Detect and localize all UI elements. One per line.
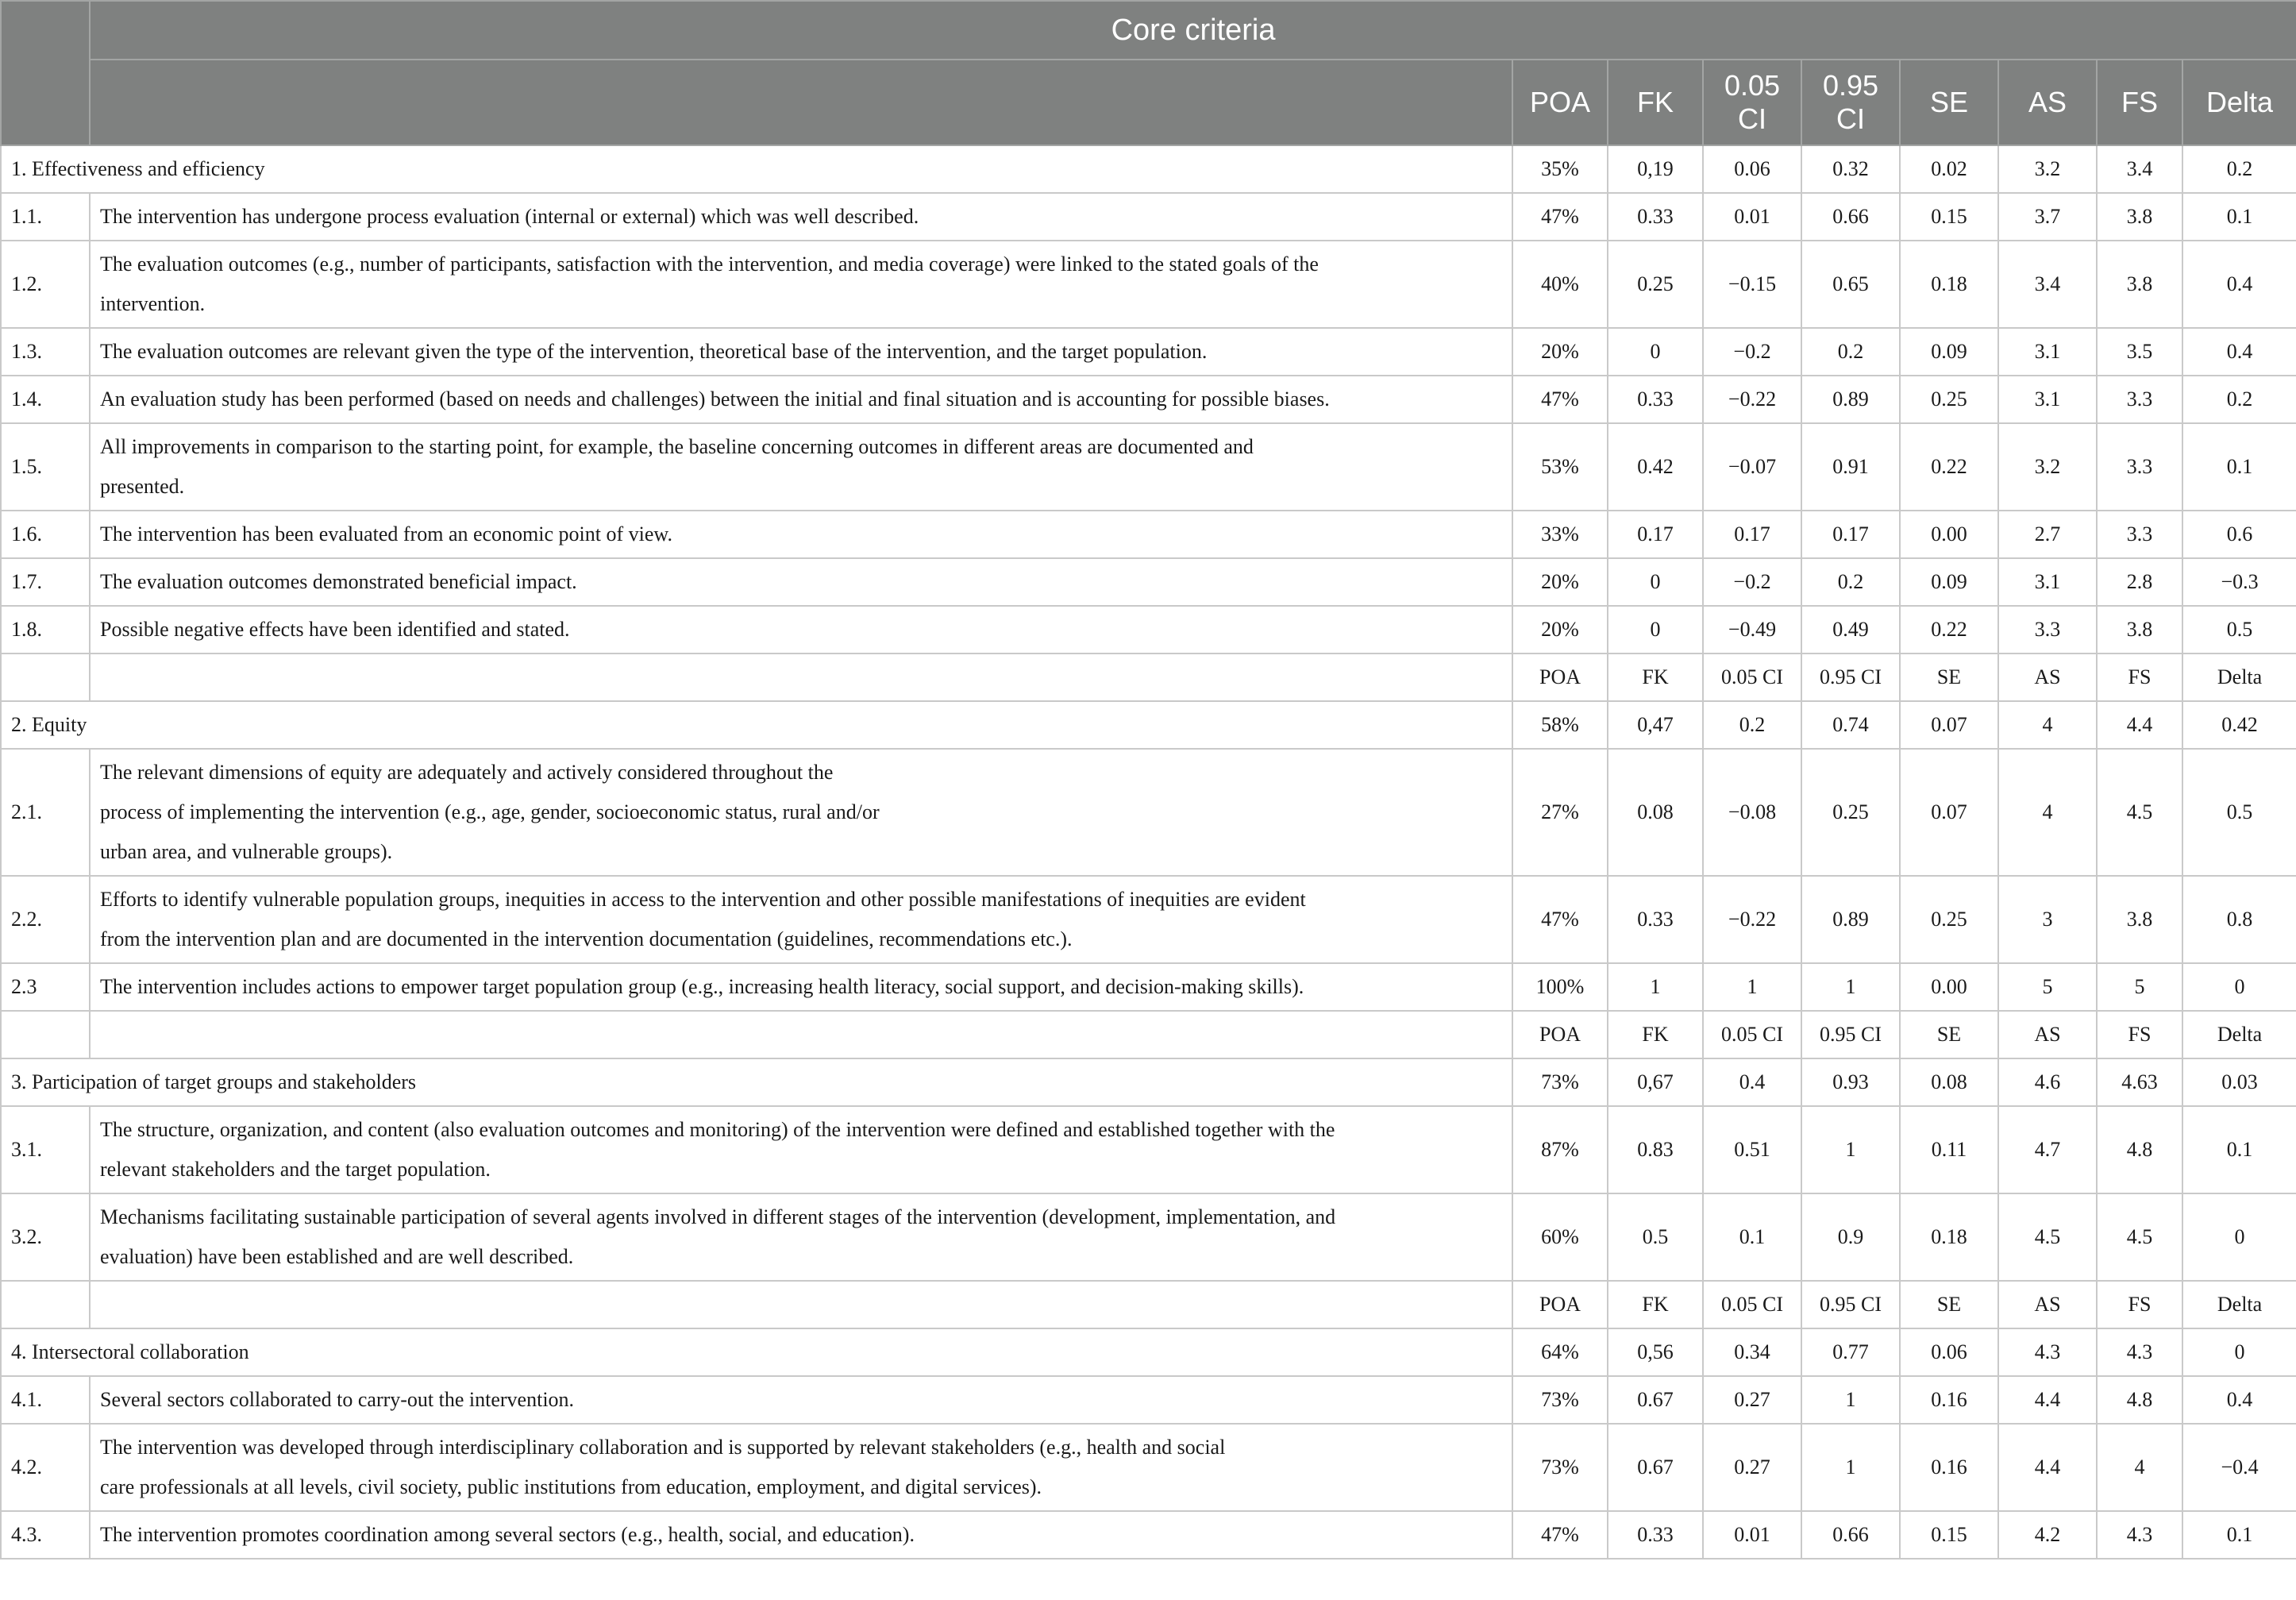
value-cell: 3.4 xyxy=(2097,145,2182,193)
criterion-text xyxy=(90,1193,1512,1281)
value-cell: 0.15 xyxy=(1900,1511,1998,1559)
value-cell: 0.17 xyxy=(1703,511,1801,558)
subheader-cell: FK xyxy=(1608,653,1703,701)
value-cell: 0.06 xyxy=(1703,145,1801,193)
value-cell: 0.5 xyxy=(2182,749,2296,876)
empty-cell xyxy=(90,653,1512,701)
subheader-cell: SE xyxy=(1900,1011,1998,1058)
value-cell: −0.08 xyxy=(1703,749,1801,876)
value-cell: 3.2 xyxy=(1998,423,2097,511)
column-header-text: SE xyxy=(1929,86,1969,118)
value-cell: 0,67 xyxy=(1608,1058,1703,1106)
section-label: 3. Participation of target groups and stakeholders xyxy=(1,1058,1512,1106)
criterion-id: 2.3 xyxy=(1,963,90,1011)
value-cell: 33% xyxy=(1512,511,1608,558)
value-cell: −0.22 xyxy=(1703,876,1801,963)
value-cell: 73% xyxy=(1512,1376,1608,1424)
value-cell: 0.65 xyxy=(1801,241,1900,328)
table-header xyxy=(1,1,2296,145)
table-row xyxy=(1,749,2296,876)
value-cell: 1 xyxy=(1703,963,1801,1011)
value-cell: 0 xyxy=(1608,606,1703,653)
criterion-id: 1.6. xyxy=(1,511,90,558)
subheader-cell: AS xyxy=(1998,1011,2097,1058)
criterion-text xyxy=(90,1424,1512,1511)
value-cell: 0 xyxy=(2182,963,2296,1011)
value-cell: 4 xyxy=(2097,1424,2182,1511)
value-cell: 0.25 xyxy=(1801,749,1900,876)
value-cell: 0.66 xyxy=(1801,1511,1900,1559)
value-cell: 0.4 xyxy=(2182,328,2296,376)
section-row xyxy=(1,701,2296,749)
value-cell: 1 xyxy=(1801,963,1900,1011)
section-label: 1. Effectiveness and efficiency xyxy=(1,145,1512,193)
value-cell: 73% xyxy=(1512,1058,1608,1106)
table-row xyxy=(1,558,2296,606)
value-cell: 3.8 xyxy=(2097,193,2182,241)
criterion-text-line: evaluation) have been established and are well described. xyxy=(100,1245,574,1268)
value-cell: 4 xyxy=(1998,701,2097,749)
subheader-cell: POA xyxy=(1512,1011,1608,1058)
criterion-text-line: Mechanisms facilitating sustainable participation of several agents involved in different stages of the intervention (development, implementation, and xyxy=(100,1205,1336,1228)
subheader-cell: 0.05 CI xyxy=(1703,653,1801,701)
value-cell: 0.06 xyxy=(1900,1328,1998,1376)
table-row xyxy=(1,963,2296,1011)
section-label: 2. Equity xyxy=(1,701,1512,749)
subheader-row xyxy=(1,653,2296,701)
value-cell: 0.08 xyxy=(1608,749,1703,876)
value-cell: 4.3 xyxy=(2097,1328,2182,1376)
value-cell: 0.22 xyxy=(1900,606,1998,653)
value-cell: 0.91 xyxy=(1801,423,1900,511)
criterion-text xyxy=(90,1511,1512,1559)
value-cell: 0.03 xyxy=(2182,1058,2296,1106)
value-cell: 0.2 xyxy=(1801,328,1900,376)
empty-cell xyxy=(1,653,90,701)
value-cell: 4.5 xyxy=(1998,1193,2097,1281)
value-cell: −0.4 xyxy=(2182,1424,2296,1511)
criterion-id: 4.2. xyxy=(1,1424,90,1511)
criterion-text xyxy=(90,749,1512,876)
subheader-cell: AS xyxy=(1998,1281,2097,1328)
value-cell: 4.4 xyxy=(1998,1376,2097,1424)
criterion-id: 1.1. xyxy=(1,193,90,241)
value-cell: 3.1 xyxy=(1998,328,2097,376)
value-cell: 0.27 xyxy=(1703,1424,1801,1511)
empty-cell xyxy=(90,1011,1512,1058)
criterion-text-line: The evaluation outcomes are relevant given the type of the intervention, theoretical base of the intervention, and the target population. xyxy=(100,340,1208,363)
value-cell: 0.4 xyxy=(2182,1376,2296,1424)
table-row xyxy=(1,193,2296,241)
column-header xyxy=(1512,60,1608,145)
subheader-cell: SE xyxy=(1900,1281,1998,1328)
value-cell: 3.1 xyxy=(1998,558,2097,606)
section-row xyxy=(1,1058,2296,1106)
value-cell: 3.5 xyxy=(2097,328,2182,376)
subheader-cell: Delta xyxy=(2182,1281,2296,1328)
criterion-text-line: Possible negative effects have been identified and stated. xyxy=(100,618,570,641)
value-cell: 0.25 xyxy=(1900,376,1998,423)
criterion-text-line: All improvements in comparison to the starting point, for example, the baseline concerning outcomes in different areas are documented and xyxy=(100,435,1254,458)
value-cell: 2.8 xyxy=(2097,558,2182,606)
subheader-cell: Delta xyxy=(2182,653,2296,701)
value-cell: 3.1 xyxy=(1998,376,2097,423)
subheader-cell: FS xyxy=(2097,1011,2182,1058)
value-cell: 3.2 xyxy=(1998,145,2097,193)
subheader-row xyxy=(1,1011,2296,1058)
value-cell: 0.1 xyxy=(2182,1106,2296,1193)
value-cell: 47% xyxy=(1512,376,1608,423)
subheader-cell: AS xyxy=(1998,653,2097,701)
column-header-text: 0.05 xyxy=(1724,69,1781,102)
criterion-id: 1.7. xyxy=(1,558,90,606)
value-cell: 47% xyxy=(1512,876,1608,963)
value-cell: 0.74 xyxy=(1801,701,1900,749)
value-cell: 3.3 xyxy=(2097,423,2182,511)
value-cell: 0.02 xyxy=(1900,145,1998,193)
value-cell: 73% xyxy=(1512,1424,1608,1511)
value-cell: 0.18 xyxy=(1900,1193,1998,1281)
value-cell: 0.07 xyxy=(1900,749,1998,876)
value-cell: 0,19 xyxy=(1608,145,1703,193)
value-cell: 4.3 xyxy=(2097,1511,2182,1559)
column-header-row xyxy=(1,60,2296,145)
value-cell: 3 xyxy=(1998,876,2097,963)
value-cell: 3.4 xyxy=(1998,241,2097,328)
column-header-text: CI xyxy=(1738,102,1766,135)
value-cell: 0.00 xyxy=(1900,511,1998,558)
value-cell: 0.1 xyxy=(2182,1511,2296,1559)
column-header xyxy=(1703,60,1801,145)
column-header-text: Delta xyxy=(2206,86,2274,118)
subheader-cell: 0.95 CI xyxy=(1801,1011,1900,1058)
subheader-cell: SE xyxy=(1900,653,1998,701)
criterion-text xyxy=(90,606,1512,653)
value-cell: 3.7 xyxy=(1998,193,2097,241)
criterion-text-line: The intervention includes actions to empower target population group (e.g., increasing health literacy, social support, and decision-making skills). xyxy=(100,975,1304,998)
value-cell: 87% xyxy=(1512,1106,1608,1193)
value-cell: 0.42 xyxy=(2182,701,2296,749)
section-row xyxy=(1,1328,2296,1376)
criterion-text-line: The evaluation outcomes (e.g., number of participants, satisfaction with the intervention, and media coverage) were linked to the stated goals of the xyxy=(100,253,1319,276)
value-cell: 5 xyxy=(1998,963,2097,1011)
value-cell: 4.7 xyxy=(1998,1106,2097,1193)
criterion-text-line: Several sectors collaborated to carry-out the intervention. xyxy=(100,1388,575,1411)
value-cell: 40% xyxy=(1512,241,1608,328)
criterion-text xyxy=(90,1376,1512,1424)
value-cell: 0 xyxy=(1608,328,1703,376)
subheader-cell: Delta xyxy=(2182,1011,2296,1058)
criterion-text-line: process of implementing the intervention (e.g., age, gender, socioeconomic status, rural and/or xyxy=(100,800,880,823)
subheader-cell: 0.95 CI xyxy=(1801,653,1900,701)
value-cell: −0.2 xyxy=(1703,328,1801,376)
value-cell: 0.32 xyxy=(1801,145,1900,193)
value-cell: 0.89 xyxy=(1801,876,1900,963)
value-cell: 0.1 xyxy=(2182,423,2296,511)
value-cell: 0 xyxy=(2182,1328,2296,1376)
value-cell: 60% xyxy=(1512,1193,1608,1281)
criterion-id: 3.1. xyxy=(1,1106,90,1193)
value-cell: 4.4 xyxy=(2097,701,2182,749)
header-criteria-cell xyxy=(90,60,1512,145)
criterion-text-line: The structure, organization, and content (also evaluation outcomes and monitoring) of the intervention were defined and established together with the xyxy=(100,1118,1335,1141)
value-cell: 0.42 xyxy=(1608,423,1703,511)
value-cell: 0.33 xyxy=(1608,376,1703,423)
value-cell: −0.22 xyxy=(1703,376,1801,423)
value-cell: 27% xyxy=(1512,749,1608,876)
value-cell: 0.67 xyxy=(1608,1424,1703,1511)
subheader-cell: FK xyxy=(1608,1011,1703,1058)
subheader-cell: 0.95 CI xyxy=(1801,1281,1900,1328)
value-cell: 4 xyxy=(1998,749,2097,876)
column-header-text: POA xyxy=(1529,86,1591,118)
value-cell: 0.2 xyxy=(2182,376,2296,423)
empty-cell xyxy=(1,1011,90,1058)
value-cell: 0.25 xyxy=(1900,876,1998,963)
value-cell: 58% xyxy=(1512,701,1608,749)
criterion-text-line: An evaluation study has been performed (based on needs and challenges) between the initial and final situation and is accounting for possible biases. xyxy=(100,387,1330,411)
criterion-text-line: The relevant dimensions of equity are adequately and actively considered throughout the xyxy=(100,761,834,784)
value-cell: 35% xyxy=(1512,145,1608,193)
value-cell: 0.17 xyxy=(1608,511,1703,558)
criterion-text xyxy=(90,193,1512,241)
subheader-cell: FS xyxy=(2097,653,2182,701)
value-cell: 0.22 xyxy=(1900,423,1998,511)
criterion-text xyxy=(90,328,1512,376)
value-cell: 0.17 xyxy=(1801,511,1900,558)
table-body xyxy=(1,145,2296,1559)
value-cell: 0.09 xyxy=(1900,558,1998,606)
value-cell: 1 xyxy=(1801,1424,1900,1511)
value-cell: 0.6 xyxy=(2182,511,2296,558)
value-cell: −0.15 xyxy=(1703,241,1801,328)
criterion-text-line: The intervention has undergone process evaluation (internal or external) which was well described. xyxy=(100,205,919,228)
criterion-text-line: presented. xyxy=(100,475,185,498)
table-row xyxy=(1,1424,2296,1511)
criterion-text-line: care professionals at all levels, civil society, public institutions from education, employment, and digital services). xyxy=(100,1475,1042,1498)
value-cell: 0.51 xyxy=(1703,1106,1801,1193)
value-cell: 0.77 xyxy=(1801,1328,1900,1376)
criterion-text xyxy=(90,241,1512,328)
criterion-id: 4.3. xyxy=(1,1511,90,1559)
value-cell: 3.8 xyxy=(2097,876,2182,963)
value-cell: 0.07 xyxy=(1900,701,1998,749)
criterion-text xyxy=(90,376,1512,423)
value-cell: 0.33 xyxy=(1608,193,1703,241)
column-header-text: AS xyxy=(2028,86,2067,118)
value-cell: 0,47 xyxy=(1608,701,1703,749)
value-cell: 0.27 xyxy=(1703,1376,1801,1424)
value-cell: 2.7 xyxy=(1998,511,2097,558)
value-cell: 1 xyxy=(1801,1106,1900,1193)
value-cell: 4.3 xyxy=(1998,1328,2097,1376)
value-cell: 0.16 xyxy=(1900,1424,1998,1511)
section-label: 4. Intersectoral collaboration xyxy=(1,1328,1512,1376)
value-cell: 1 xyxy=(1608,963,1703,1011)
criterion-text-line: relevant stakeholders and the target population. xyxy=(100,1158,491,1181)
value-cell: 3.8 xyxy=(2097,241,2182,328)
column-header xyxy=(2097,60,2182,145)
header-corner-cell xyxy=(1,1,90,145)
value-cell: 4.2 xyxy=(1998,1511,2097,1559)
value-cell: 0.18 xyxy=(1900,241,1998,328)
column-header-text: CI xyxy=(1836,102,1865,135)
value-cell: 20% xyxy=(1512,606,1608,653)
section-row xyxy=(1,145,2296,193)
value-cell: 3.8 xyxy=(2097,606,2182,653)
value-cell: 0.08 xyxy=(1900,1058,1998,1106)
value-cell: 4.8 xyxy=(2097,1376,2182,1424)
table-row xyxy=(1,376,2296,423)
criterion-id: 1.8. xyxy=(1,606,90,653)
criterion-text-line: intervention. xyxy=(100,292,206,315)
value-cell: 0.16 xyxy=(1900,1376,1998,1424)
table-row xyxy=(1,241,2296,328)
table-row xyxy=(1,1376,2296,1424)
value-cell: 0.11 xyxy=(1900,1106,1998,1193)
table-title: Core criteria xyxy=(90,1,2296,60)
column-header-text: 0.95 xyxy=(1822,69,1879,102)
value-cell: 4.5 xyxy=(2097,1193,2182,1281)
criterion-id: 1.3. xyxy=(1,328,90,376)
value-cell: 0.5 xyxy=(2182,606,2296,653)
criterion-id: 2.1. xyxy=(1,749,90,876)
table-row xyxy=(1,1106,2296,1193)
value-cell: 100% xyxy=(1512,963,1608,1011)
value-cell: 53% xyxy=(1512,423,1608,511)
subheader-cell: 0.05 CI xyxy=(1703,1281,1801,1328)
table-row xyxy=(1,876,2296,963)
value-cell: 0,56 xyxy=(1608,1328,1703,1376)
criterion-id: 4.1. xyxy=(1,1376,90,1424)
value-cell: 0.00 xyxy=(1900,963,1998,1011)
value-cell: 0.89 xyxy=(1801,376,1900,423)
value-cell: 0.09 xyxy=(1900,328,1998,376)
value-cell: 0.34 xyxy=(1703,1328,1801,1376)
value-cell: 5 xyxy=(2097,963,2182,1011)
criterion-text-line: The intervention was developed through interdisciplinary collaboration and is supported by relevant stakeholders (e.g., health and social xyxy=(100,1436,1226,1459)
subheader-cell: FK xyxy=(1608,1281,1703,1328)
value-cell: 20% xyxy=(1512,558,1608,606)
value-cell: −0.3 xyxy=(2182,558,2296,606)
value-cell: 0.83 xyxy=(1608,1106,1703,1193)
value-cell: 0.4 xyxy=(2182,241,2296,328)
value-cell: 0.15 xyxy=(1900,193,1998,241)
subheader-cell: FS xyxy=(2097,1281,2182,1328)
criterion-id: 3.2. xyxy=(1,1193,90,1281)
criterion-text-line: Efforts to identify vulnerable population groups, inequities in access to the intervention and other possible manifestations of inequities are evident xyxy=(100,888,1306,911)
criterion-id: 1.5. xyxy=(1,423,90,511)
value-cell: 3.3 xyxy=(2097,376,2182,423)
value-cell: 0.5 xyxy=(1608,1193,1703,1281)
criterion-id: 1.2. xyxy=(1,241,90,328)
table-row xyxy=(1,511,2296,558)
criterion-text-line: from the intervention plan and are documented in the intervention documentation (guidelines, recommendations etc.). xyxy=(100,927,1073,950)
subheader-cell: POA xyxy=(1512,1281,1608,1328)
value-cell: −0.49 xyxy=(1703,606,1801,653)
value-cell: 0.4 xyxy=(1703,1058,1801,1106)
criterion-text xyxy=(90,423,1512,511)
criterion-text-line: The evaluation outcomes demonstrated beneficial impact. xyxy=(100,570,577,593)
criterion-id: 2.2. xyxy=(1,876,90,963)
value-cell: 0.2 xyxy=(1801,558,1900,606)
value-cell: 3.3 xyxy=(2097,511,2182,558)
subheader-cell: POA xyxy=(1512,653,1608,701)
column-header xyxy=(1998,60,2097,145)
criterion-text-line: The intervention has been evaluated from an economic point of view. xyxy=(100,522,673,546)
value-cell: 4.63 xyxy=(2097,1058,2182,1106)
value-cell: 1 xyxy=(1801,1376,1900,1424)
value-cell: 0.1 xyxy=(1703,1193,1801,1281)
title-row xyxy=(1,1,2296,60)
value-cell: 0.01 xyxy=(1703,1511,1801,1559)
table-row xyxy=(1,1511,2296,1559)
value-cell: 0.2 xyxy=(1703,701,1801,749)
table-row xyxy=(1,328,2296,376)
value-cell: 0 xyxy=(1608,558,1703,606)
value-cell: 4.6 xyxy=(1998,1058,2097,1106)
value-cell: 0.9 xyxy=(1801,1193,1900,1281)
criterion-text xyxy=(90,1106,1512,1193)
value-cell: 0.01 xyxy=(1703,193,1801,241)
value-cell: 0.49 xyxy=(1801,606,1900,653)
empty-cell xyxy=(90,1281,1512,1328)
column-header xyxy=(1608,60,1703,145)
value-cell: 0.33 xyxy=(1608,1511,1703,1559)
column-header-text: FK xyxy=(1636,86,1674,118)
value-cell: 0.66 xyxy=(1801,193,1900,241)
value-cell: 47% xyxy=(1512,193,1608,241)
column-header xyxy=(1801,60,1900,145)
value-cell: 0.25 xyxy=(1608,241,1703,328)
column-header xyxy=(1900,60,1998,145)
value-cell: 4.5 xyxy=(2097,749,2182,876)
table-row xyxy=(1,606,2296,653)
subheader-cell: 0.05 CI xyxy=(1703,1011,1801,1058)
criterion-text xyxy=(90,876,1512,963)
column-header-text: FS xyxy=(2121,86,2158,118)
criterion-text-line: The intervention promotes coordination among several sectors (e.g., health, social, and education). xyxy=(100,1523,915,1546)
value-cell: −0.2 xyxy=(1703,558,1801,606)
value-cell: 47% xyxy=(1512,1511,1608,1559)
criterion-text-line: urban area, and vulnerable groups). xyxy=(100,840,393,863)
criterion-id: 1.4. xyxy=(1,376,90,423)
empty-cell xyxy=(1,1281,90,1328)
value-cell: 0.2 xyxy=(2182,145,2296,193)
table-row xyxy=(1,423,2296,511)
value-cell: 20% xyxy=(1512,328,1608,376)
column-header xyxy=(2182,60,2296,145)
value-cell: 64% xyxy=(1512,1328,1608,1376)
value-cell: 0.93 xyxy=(1801,1058,1900,1106)
value-cell: 0.1 xyxy=(2182,193,2296,241)
value-cell: 4.8 xyxy=(2097,1106,2182,1193)
value-cell: −0.07 xyxy=(1703,423,1801,511)
table-row xyxy=(1,1193,2296,1281)
value-cell: 0.67 xyxy=(1608,1376,1703,1424)
value-cell: 4.4 xyxy=(1998,1424,2097,1511)
criterion-text xyxy=(90,963,1512,1011)
subheader-row xyxy=(1,1281,2296,1328)
value-cell: 0.8 xyxy=(2182,876,2296,963)
value-cell: 0.33 xyxy=(1608,876,1703,963)
criterion-text xyxy=(90,511,1512,558)
value-cell: 3.3 xyxy=(1998,606,2097,653)
criterion-text xyxy=(90,558,1512,606)
value-cell: 0 xyxy=(2182,1193,2296,1281)
